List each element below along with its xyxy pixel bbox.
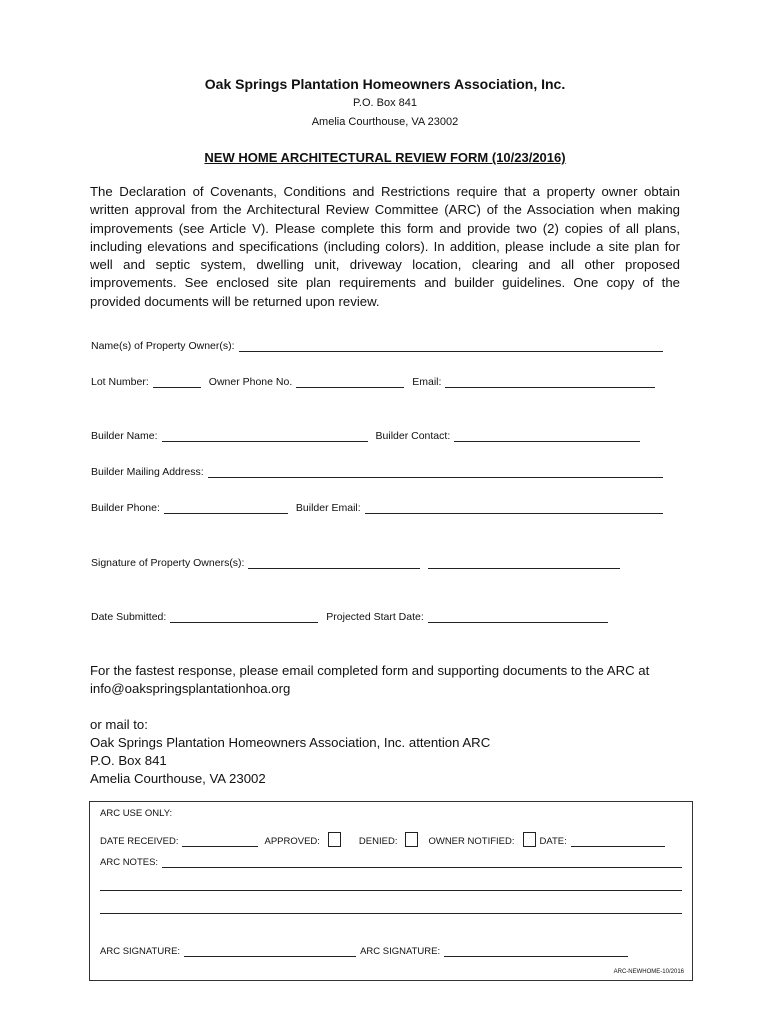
owner-names-label: Name(s) of Property Owner(s): bbox=[91, 340, 235, 352]
arc-date-label: DATE: bbox=[539, 836, 567, 847]
mail-line-1: Oak Springs Plantation Homeowners Association, Inc. attention ARC bbox=[90, 735, 491, 750]
arc-status-row bbox=[100, 832, 669, 847]
dates-row bbox=[91, 611, 691, 623]
builder-name-row bbox=[91, 430, 691, 442]
builder-mailing-row bbox=[91, 466, 691, 478]
intro-paragraph: The Declaration of Covenants, Conditions and Restrictions require that a property owner obtain written approval from the Architectural Review Committee (ARC) of the Association when making improvements (see Article V). Please complete this form and provide two (2) copies of all plans, including elevations and specifications (including colors). In addition, please include a site plan for well and septic system, dwelling unit, driveway location, clearing and all other proposed improvements. See enclosed site plan requirements and builder guidelines. One copy of the provided documents will be returned upon review. bbox=[90, 184, 680, 309]
form-title: NEW HOME ARCHITECTURAL REVIEW FORM (10/23/2016) bbox=[204, 150, 566, 165]
arc-signature-label-1: ARC SIGNATURE: bbox=[100, 946, 181, 957]
email-label: Email: bbox=[412, 376, 442, 388]
mail-line-3: Amelia Courthouse, VA 23002 bbox=[90, 771, 266, 786]
arc-email-link[interactable]: info@oakspringsplantationhoa.org bbox=[90, 681, 291, 696]
lot-number-field[interactable] bbox=[153, 376, 201, 388]
arc-use-only-box bbox=[89, 801, 693, 981]
builder-name-field[interactable] bbox=[162, 430, 368, 442]
arc-notes-row bbox=[100, 857, 686, 868]
builder-mailing-label: Builder Mailing Address: bbox=[91, 466, 204, 478]
approved-checkbox[interactable] bbox=[328, 832, 341, 847]
arc-notes-field[interactable] bbox=[162, 857, 682, 868]
organization-name: Oak Springs Plantation Homeowners Association, Inc. bbox=[204, 76, 566, 92]
owner-signature-label: Signature of Property Owners(s): bbox=[91, 557, 245, 569]
arc-notes-line-2[interactable] bbox=[100, 890, 682, 891]
address-line-1: P.O. Box 841 bbox=[352, 97, 417, 109]
builder-phone-row bbox=[91, 502, 691, 514]
date-received-field[interactable] bbox=[182, 836, 258, 847]
approved-label: APPROVED: bbox=[264, 836, 320, 847]
arc-signature-field-1[interactable] bbox=[184, 946, 356, 957]
arc-use-only-label: ARC USE ONLY: bbox=[100, 808, 173, 819]
email-instruction: For the fastest response, please email completed form and supporting documents to the ARC at bbox=[90, 663, 650, 678]
denied-checkbox[interactable] bbox=[405, 832, 418, 847]
builder-phone-label: Builder Phone: bbox=[91, 502, 160, 514]
owner-signature-field-2[interactable] bbox=[428, 557, 620, 569]
owner-notified-label: OWNER NOTIFIED: bbox=[428, 836, 515, 847]
owner-names-row bbox=[91, 340, 691, 352]
lot-number-label: Lot Number: bbox=[91, 376, 149, 388]
projected-start-field[interactable] bbox=[428, 611, 608, 623]
owner-signature-field-1[interactable] bbox=[248, 557, 420, 569]
arc-signature-field-2[interactable] bbox=[444, 946, 628, 957]
arc-notes-label: ARC NOTES: bbox=[100, 857, 159, 868]
builder-contact-field[interactable] bbox=[454, 430, 640, 442]
mail-intro: or mail to: bbox=[90, 717, 148, 732]
form-code: ARC-NEWHOME-10/2016 bbox=[613, 969, 684, 975]
builder-contact-label: Builder Contact: bbox=[375, 430, 451, 442]
arc-notes-line-3[interactable] bbox=[100, 913, 682, 914]
builder-phone-field[interactable] bbox=[164, 502, 288, 514]
owner-phone-label: Owner Phone No. bbox=[208, 376, 293, 388]
builder-mailing-field[interactable] bbox=[208, 466, 663, 478]
address-line-2: Amelia Courthouse, VA 23002 bbox=[311, 116, 459, 128]
email-field[interactable] bbox=[445, 376, 655, 388]
arc-signature-label-2: ARC SIGNATURE: bbox=[360, 946, 441, 957]
owner-phone-field[interactable] bbox=[296, 376, 404, 388]
arc-signature-row bbox=[100, 946, 632, 957]
denied-label: DENIED: bbox=[358, 836, 398, 847]
date-submitted-field[interactable] bbox=[170, 611, 318, 623]
builder-name-label: Builder Name: bbox=[91, 430, 158, 442]
owner-signature-row bbox=[91, 557, 691, 569]
owner-notified-checkbox[interactable] bbox=[523, 832, 536, 847]
builder-email-label: Builder Email: bbox=[295, 502, 361, 514]
date-received-label: DATE RECEIVED: bbox=[100, 836, 179, 847]
mail-line-2: P.O. Box 841 bbox=[90, 753, 167, 768]
owner-names-field[interactable] bbox=[239, 340, 663, 352]
builder-email-field[interactable] bbox=[365, 502, 663, 514]
date-submitted-label: Date Submitted: bbox=[91, 611, 167, 623]
lot-phone-email-row bbox=[91, 376, 691, 388]
arc-date-field[interactable] bbox=[571, 836, 665, 847]
projected-start-label: Projected Start Date: bbox=[326, 611, 424, 623]
